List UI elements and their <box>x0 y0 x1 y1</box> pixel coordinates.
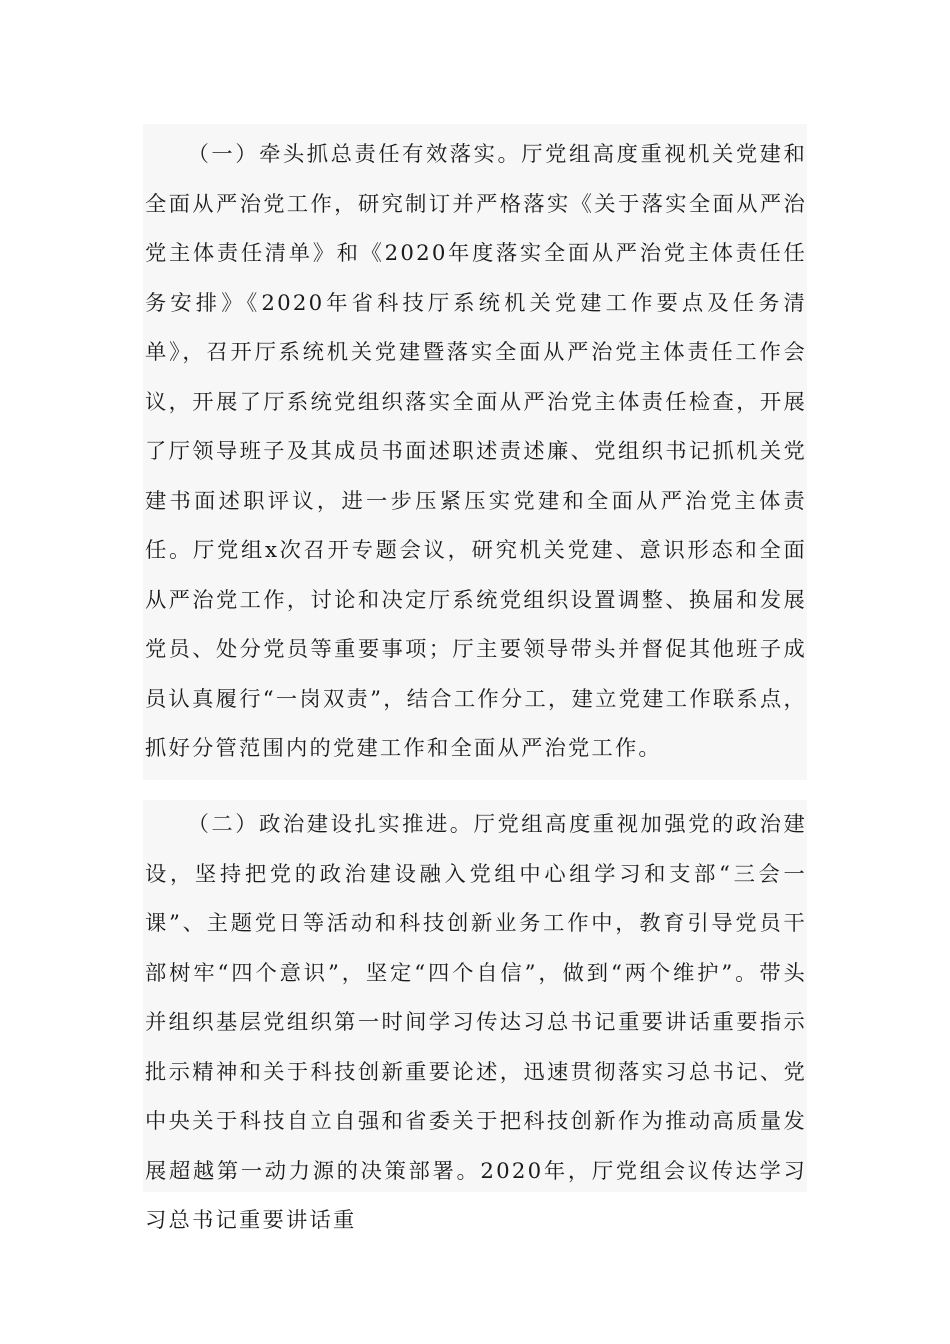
paragraph-block-1 <box>143 124 807 780</box>
paragraph-2: （二）政治建设扎实推进。厅党组高度重视加强党的政治建设，坚持把党的政治建设融入党组中心组学习和支部“三会一课”、主题党日等活动和科技创新业务工作中，教育引导党员干部树牢“四个意识”，坚定“四个自信”，做到“两个维护”。带头并组织基层党组织第一时间学习传达习总书记重要讲话重要指示批示精神和关于科技创新重要论述，迅速贯彻落实习总书记、党中央关于科技自立自强和省委关于把科技创新作为推动高质量发展超越第一动力源的决策部署。2020年，厅党组会议传达学习习总书记重要讲话重 <box>145 812 807 1233</box>
paragraph-block-2 <box>143 800 807 1233</box>
paragraph-1: （一）牵头抓总责任有效落实。厅党组高度重视机关党建和全面从严治党工作，研究制订并严格落实《关于落实全面从严治党主体责任清单》和《2020年度落实全面从严治党主体责任任务安排》《2020年省科技厅系统机关党建工作要点及任务清单》，召开厅系统机关党建暨落实全面从严治党主体责任工作会议，开展了厅系统党组织落实全面从严治党主体责任检查，开展了厅领导班子及其成员书面述职述责述廉、党组织书记抓机关党建书面述职评议，进一步压紧压实党建和全面从严治党主体责任。厅党组x次召开专题会议，研究机关党建、意识形态和全面从严治党工作，讨论和决定厅系统党组织设置调整、换届和发展党员、处分党员等重要事项；厅主要领导带头并督促其他班子成员认真履行“一岗双责”，结合工作分工，建立党建工作联系点，抓好分管范围内的党建工作和全面从严治党工作。 <box>145 142 807 761</box>
